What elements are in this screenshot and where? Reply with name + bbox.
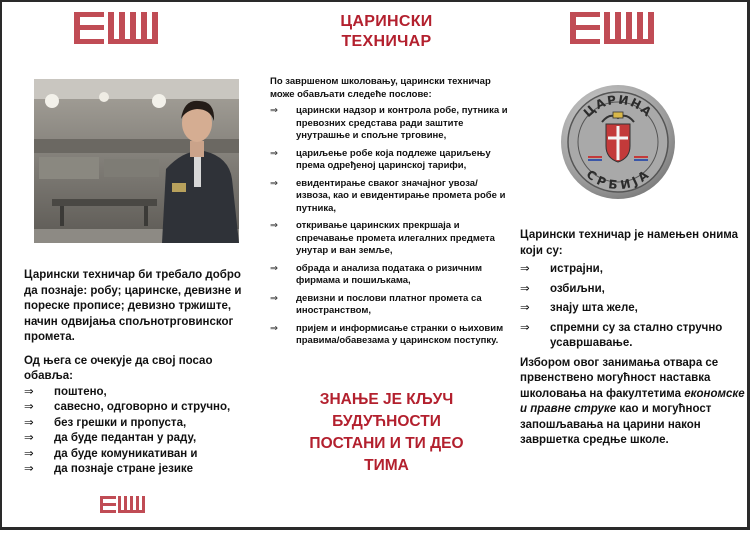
arrow-icon: ⇒ — [24, 416, 34, 429]
page-title: ЦАРИНСКИ ТЕХНИЧАР — [340, 13, 433, 50]
list-item: ⇒ царински надзор и контрола робе, путника и превозних средстава ради заштите унутрашње и спољне трговине, — [270, 105, 508, 141]
list-item: ⇒ цариљење робе која подлеже цариљењу према одређеној царинској тарифи, — [270, 147, 491, 171]
arrow-icon: ⇒ — [520, 321, 530, 334]
knowledge-paragraph: Царински техничар би требало добро да познаје: робу; царинске, девизне и пореске прописе; девизно тржиште, начин одвијања спољнотрговинског промета. — [24, 269, 242, 343]
expectations-list — [24, 385, 256, 478]
right-column — [514, 2, 746, 532]
list-item: ⇒ да буде комуникативан и — [24, 447, 256, 463]
list-item: ⇒ девизни и послови платног промета са иностранством, — [270, 292, 482, 316]
audience-intro: Царински техничар је намењен онима који су: — [520, 229, 739, 257]
arrow-icon: ⇒ — [270, 147, 278, 159]
list-item: ⇒ евидентирање сваког значајног увоза/ извоза, као и евидентирање промета робе и путника, — [270, 177, 506, 214]
seal-top-text: ЦАРИНА — [580, 92, 656, 121]
jobs-section — [270, 76, 508, 353]
arrow-icon: ⇒ — [520, 282, 530, 295]
jobs-intro: По завршеном школовању, царински техничар може обављати следеће послове: — [270, 76, 491, 100]
list-item: ⇒ откривање царинских прекршаја и спречавање промета илегалних предмета унутар и ван земље, — [270, 220, 495, 256]
list-item: ⇒ да познаје стране језике — [24, 462, 256, 478]
arrow-icon: ⇒ — [24, 447, 34, 460]
list-item: ⇒ озбиљни, — [520, 282, 746, 298]
seal-bottom-text: СРБИЈА — [583, 166, 653, 193]
customs-seal-icon — [558, 82, 678, 202]
arrow-icon: ⇒ — [24, 385, 34, 398]
arrow-icon: ⇒ — [270, 262, 278, 274]
arrow-icon: ⇒ — [24, 401, 34, 413]
list-item: ⇒ знају шта желе, — [520, 301, 746, 317]
left-column — [12, 2, 252, 532]
arrow-icon: ⇒ — [24, 432, 34, 444]
faculty-emphasis: економске и правне струке — [520, 387, 745, 415]
audience-section — [520, 228, 746, 449]
arrow-icon: ⇒ — [270, 322, 278, 334]
list-item: ⇒ да буде педантан у раду, — [24, 431, 256, 447]
knowledge-section — [24, 268, 256, 478]
list-item: ⇒ спремни су за стално стручно усавршавање. — [520, 321, 723, 349]
logo-e-icon — [570, 12, 600, 44]
arrow-icon: ⇒ — [520, 302, 530, 314]
list-item: ⇒ обрада и анализа података о ризичним фирмама и пошиљкама, — [270, 262, 483, 286]
career-paragraph: Избором овог занимања отвара се првенствено могућност наставка школовања на факултетима економске и правне струке као и могућност запошљавања на царини након завршетка средње школе. — [520, 356, 745, 446]
logo-e-icon — [100, 496, 116, 513]
airport-officer-image — [34, 79, 239, 243]
middle-column — [264, 2, 509, 532]
logo-w-icon — [108, 12, 158, 44]
logo-e-icon — [74, 12, 104, 44]
list-item: ⇒ поштено, — [24, 385, 256, 401]
customs-officer-photo — [34, 79, 239, 243]
list-item: ⇒ без грешки и пропуста, — [24, 416, 256, 432]
audience-list — [520, 262, 746, 352]
logo-w-icon — [604, 12, 654, 44]
list-item: ⇒ истрајни, — [520, 262, 746, 278]
arrow-icon: ⇒ — [270, 292, 278, 304]
arrow-icon: ⇒ — [520, 263, 530, 275]
arrow-icon: ⇒ — [270, 105, 278, 116]
school-logo-footer — [100, 496, 145, 513]
jobs-list — [270, 105, 508, 348]
list-item: ⇒ пријем и информисање странки о њиховим правима/обавезама у царинском поступку. — [270, 322, 504, 346]
arrow-icon: ⇒ — [24, 463, 34, 475]
arrow-icon: ⇒ — [270, 177, 278, 189]
arrow-icon: ⇒ — [270, 220, 278, 231]
slogan: ЗНАЊЕ ЈЕ КЉУЧ БУДУЋНОСТИ ПОСТАНИ И ТИ ДЕО ТИМА — [309, 391, 464, 474]
expectations-intro: Од њега се очекује да свој посао обавља: — [24, 354, 213, 382]
school-logo — [570, 12, 654, 44]
list-item: ⇒ савесно, одговорно и стручно, — [24, 400, 256, 416]
school-logo — [74, 12, 158, 44]
logo-w-icon — [118, 496, 145, 513]
